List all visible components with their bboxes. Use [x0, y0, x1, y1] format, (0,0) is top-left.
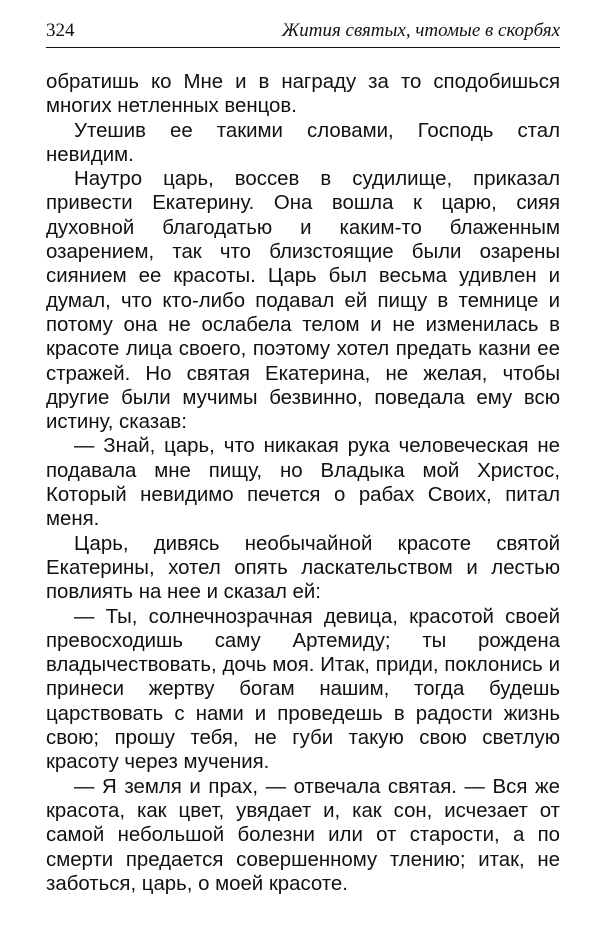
paragraph-dialogue: — Ты, солнечнозрачная девица, красотой своей превосходишь саму Артемиду; ты рождена владычествовать, дочь моя. Итак, приди, поклонись и принеси жертву богам нашим, тогда будешь царствовать с нами и проведешь в радости жизнь свою; прошу тебя, не губи такую свою светлую красоту через мучения. — [46, 605, 560, 774]
book-page — [46, 18, 560, 896]
page-number: 324 — [46, 20, 75, 41]
paragraph-continuation: обратишь ко Мне и в награду за то сподобишься многих нетленных венцов. — [46, 71, 560, 118]
paragraph-dialogue: — Знай, царь, что никакая рука человеческая не подавала мне пищу, но Владыка мой Христос, Который невидимо печется о рабах Своих, питал меня. — [46, 435, 560, 531]
paragraph-dialogue: — Я земля и прах, — отвечала святая. — Вся же красота, как цвет, увядает и, как сон, исчезает от самой небольшой болезни или от старости, а по смерти предается совершенному тлению; итак, не заботься, царь, о моей красоте. — [46, 775, 560, 895]
page-header — [46, 18, 560, 48]
paragraph: Утешив ее такими словами, Господь стал невидим. — [46, 119, 560, 166]
running-title: Жития святых, чтомые в скорбях — [281, 20, 560, 41]
body-text — [46, 70, 560, 896]
paragraph: Наутро царь, воссев в судилище, приказал привести Екатерину. Она вошла к царю, сияя духовной благодатью и каким-то блаженным озарением, так что близстоящие были озарены сиянием ее красоты. Царь был весьма удивлен и думал, что кто-либо подавал ей пищу в темнице и потому она не ослабела телом и не изменилась в красоте лица своего, поэтому хотел предать казни ее стражей. Но святая Екатерина, не желая, чтобы другие были мучимы безвинно, поведала ему всю истину, сказав: — [46, 168, 560, 434]
paragraph: Царь, дивясь необычайной красоте святой Екатерины, хотел опять ласкательством и лестью повлиять на нее и сказал ей: — [46, 532, 560, 604]
